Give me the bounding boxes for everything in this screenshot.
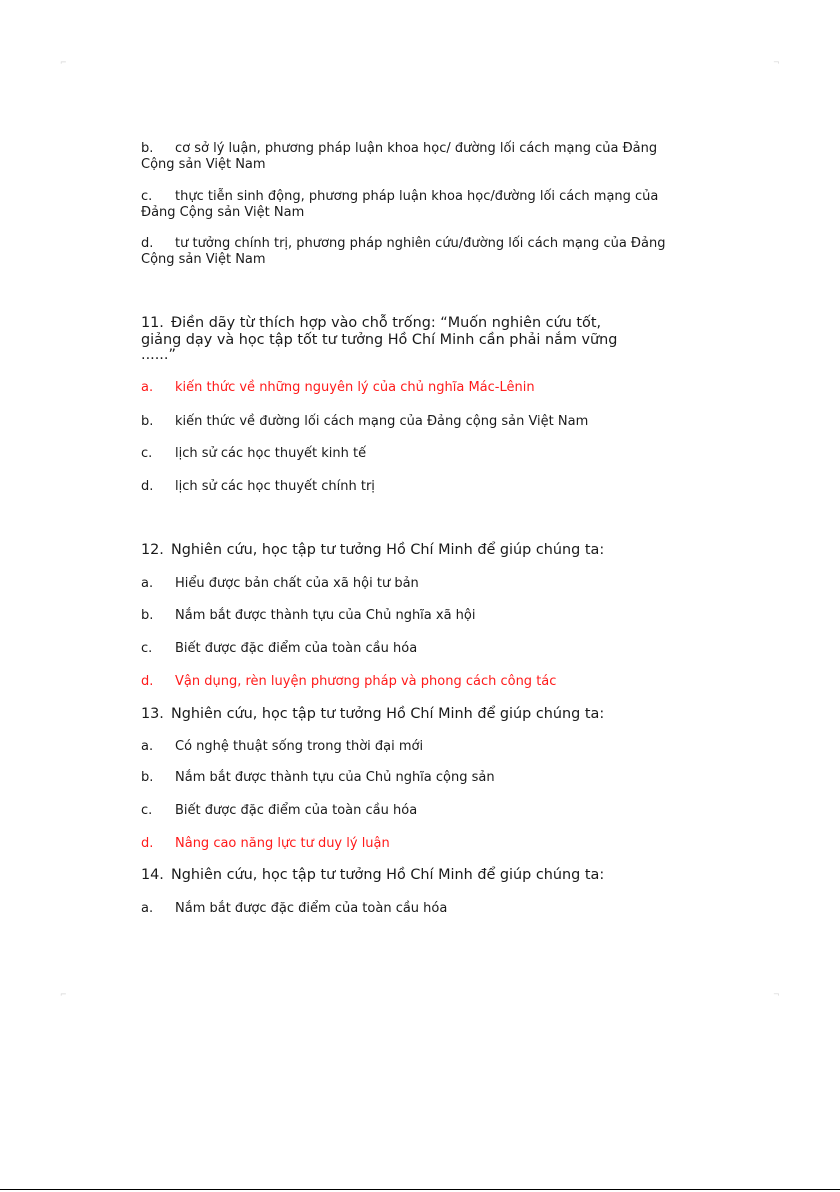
answer-letter: b.: [141, 414, 154, 429]
question-number: 13.: [141, 706, 164, 722]
corner-mark-bottom-left: ⌐: [60, 990, 67, 999]
question-text: Điền dãy từ thích hợp vào chỗ trống: “Muốn nghiên cứu tốt,: [171, 315, 602, 331]
q13-answer-a: [141, 738, 701, 755]
q11-answer-d: [141, 478, 701, 495]
question-11-line-3: [141, 347, 701, 364]
question-text: Nghiên cứu, học tập tư tưởng Hồ Chí Minh để giúp chúng ta:: [171, 542, 605, 558]
answer-text: lịch sử các học thuyết chính trị: [175, 479, 375, 494]
answer-letter: c.: [141, 641, 153, 656]
question-14: [141, 867, 701, 884]
answer-letter: a.: [141, 901, 154, 916]
q12-answer-b: [141, 607, 701, 624]
answer-text-cont: Cộng sản Việt Nam: [141, 157, 266, 172]
question-text: Nghiên cứu, học tập tư tưởng Hồ Chí Minh để giúp chúng ta:: [171, 867, 605, 883]
question-text: Nghiên cứu, học tập tư tưởng Hồ Chí Minh để giúp chúng ta:: [171, 706, 605, 722]
answer-text-cont: Đảng Cộng sản Việt Nam: [141, 205, 305, 220]
answer-text: Nâng cao năng lực tư duy lý luận: [175, 836, 390, 851]
answer-letter: c.: [141, 446, 153, 461]
q13-answer-b: [141, 769, 701, 786]
question-text-cont: giảng dạy và học tập tốt tư tưởng Hồ Chí Minh cần phải nắm vững: [141, 332, 618, 348]
answer-text: tư tưởng chính trị, phương pháp nghiên cứu/đường lối cách mạng của Đảng: [175, 236, 666, 251]
answer-letter: a.: [141, 380, 154, 395]
answer-text: lịch sử các học thuyết kinh tế: [175, 446, 367, 461]
corner-mark-top-left: ⌐: [60, 58, 67, 67]
q12-answer-d: [141, 673, 701, 690]
answer-text: Nắm bắt được thành tựu của Chủ nghĩa cộng sản: [175, 770, 495, 785]
q14-answer-a: [141, 900, 701, 917]
question-13: [141, 706, 701, 723]
question-12: [141, 542, 701, 559]
answer-letter: b.: [141, 141, 154, 156]
question-number: 14.: [141, 867, 164, 883]
answer-letter: a.: [141, 739, 154, 754]
prev-answer-d-cont: [141, 251, 701, 268]
question-text-cont: ......”: [141, 347, 176, 363]
prev-answer-b-cont: [141, 156, 701, 173]
answer-text: Vận dụng, rèn luyện phương pháp và phong cách công tác: [175, 674, 557, 689]
q11-answer-c: [141, 445, 701, 462]
question-number: 11.: [141, 315, 164, 331]
corner-mark-bottom-right: ¬: [773, 990, 780, 999]
q12-answer-c: [141, 640, 701, 657]
prev-answer-d: [141, 235, 701, 252]
answer-text: Có nghệ thuật sống trong thời đại mới: [175, 739, 424, 754]
answer-text: kiến thức về đường lối cách mạng của Đảng cộng sản Việt Nam: [175, 414, 589, 429]
answer-text: Hiểu được bản chất của xã hội tư bản: [175, 576, 419, 591]
q13-answer-d: [141, 835, 701, 852]
page-bottom-rule: [0, 1189, 840, 1190]
question-11-line-1: [141, 315, 701, 332]
answer-letter: c.: [141, 803, 153, 818]
answer-letter: d.: [141, 236, 154, 251]
q11-answer-b: [141, 413, 701, 430]
prev-answer-c-cont: [141, 204, 701, 221]
answer-letter: c.: [141, 189, 153, 204]
answer-letter: b.: [141, 770, 154, 785]
corner-mark-top-right: ¬: [773, 58, 780, 67]
answer-text: thực tiễn sinh động, phương pháp luận khoa học/đường lối cách mạng của: [175, 189, 659, 204]
answer-text: Biết được đặc điểm của toàn cầu hóa: [175, 641, 418, 656]
answer-text: Nắm bắt được thành tựu của Chủ nghĩa xã hội: [175, 608, 476, 623]
prev-answer-b: [141, 140, 701, 157]
answer-letter: d.: [141, 674, 154, 689]
question-number: 12.: [141, 542, 164, 558]
q11-answer-a: [141, 379, 701, 396]
prev-answer-c: [141, 188, 701, 205]
answer-letter: b.: [141, 608, 154, 623]
answer-text: cơ sở lý luận, phương pháp luận khoa học/ đường lối cách mạng của Đảng: [175, 141, 658, 156]
answer-text: Biết được đặc điểm của toàn cầu hóa: [175, 803, 418, 818]
q12-answer-a: [141, 575, 701, 592]
answer-letter: a.: [141, 576, 154, 591]
answer-letter: d.: [141, 479, 154, 494]
answer-text-cont: Cộng sản Việt Nam: [141, 252, 266, 267]
answer-letter: d.: [141, 836, 154, 851]
answer-text: kiến thức về những nguyên lý của chủ nghĩa Mác-Lênin: [175, 380, 535, 395]
q13-answer-c: [141, 802, 701, 819]
answer-text: Nắm bắt được đặc điểm của toàn cầu hóa: [175, 901, 448, 916]
